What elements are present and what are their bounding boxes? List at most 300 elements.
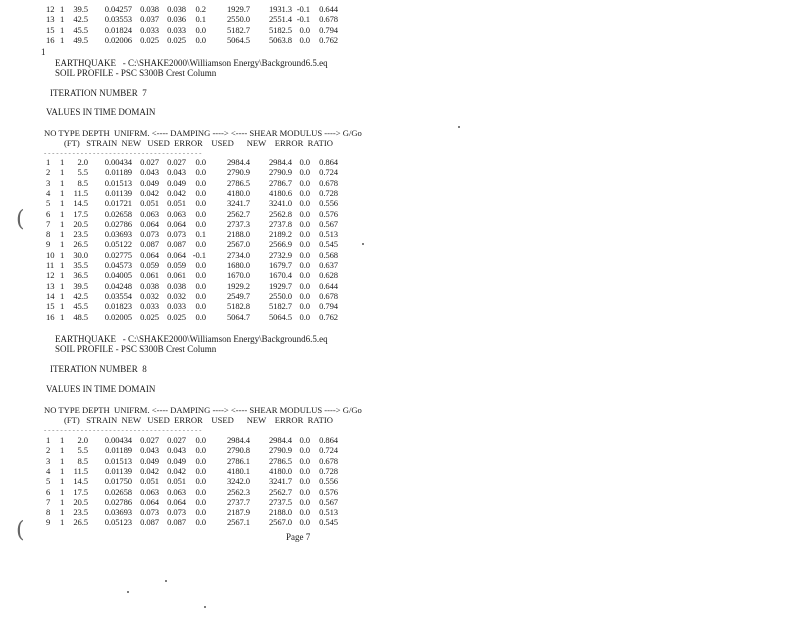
table-row (46, 35, 338, 45)
cell-new: 0.049 (140, 177, 159, 188)
cell-depth: 17.5 (73, 486, 88, 497)
cell-no: 3 (46, 455, 51, 466)
cell-g-new: 2737.8 (268, 218, 292, 229)
column-header-2a: NO TYPE DEPTH UNIFRM. <---- DAMPING ----> <---- SHEAR MODULUS ----> G/Go (44, 405, 362, 415)
cell-new: 0.032 (140, 290, 159, 301)
cell-g-used: 2187.9 (226, 507, 250, 518)
cell-err: 0.0 (195, 465, 206, 476)
cell-g-used: 2188.0 (226, 229, 250, 240)
cell-g-new: 4180.0 (268, 465, 292, 476)
hole-punch-mark-bottom: ( (16, 518, 25, 543)
cell-ratio: 0.513 (319, 507, 338, 518)
table-row (46, 301, 338, 311)
cell-depth: 8.5 (77, 177, 88, 188)
cell-ratio: 0.637 (319, 260, 338, 270)
scan-speck (204, 606, 206, 608)
cell-g-new: 2562.8 (268, 208, 292, 219)
cell-err: 0.0 (195, 34, 206, 45)
cell-g-used: 5182.8 (226, 301, 250, 312)
table-row (46, 219, 338, 229)
cell-new: 0.051 (140, 476, 159, 487)
cell-depth: 26.5 (73, 239, 88, 250)
cell-depth: 42.5 (73, 290, 88, 301)
cell-new: 0.051 (140, 198, 159, 209)
cell-used: 0.064 (167, 218, 186, 229)
cell-g-used: 2567.1 (226, 517, 250, 528)
cell-ratio: 0.556 (319, 198, 338, 209)
cell-no: 1 (46, 435, 51, 445)
cell-ratio: 0.678 (319, 455, 338, 466)
cell-g-err: 0.0 (299, 280, 310, 291)
cell-strain: 0.03693 (104, 507, 132, 518)
column-header-1a: NO TYPE DEPTH UNIFRM. <---- DAMPING ----> <---- SHEAR MODULUS ----> G/Go (44, 128, 362, 138)
cell-g-new: 2562.7 (268, 486, 292, 497)
cell-depth: 23.5 (73, 507, 88, 518)
cell-new: 0.038 (140, 280, 159, 291)
cell-strain: 0.01513 (104, 177, 132, 188)
cell-no: 9 (46, 517, 51, 528)
header-rule-1: - - - - - - - - - - - - - - - - - - - - - - - - - - - - - - - - - - - - - - - (44, 149, 202, 157)
cell-g-new: 5182.5 (268, 24, 292, 35)
cell-g-err: 0.0 (299, 260, 310, 270)
cell-err: 0.0 (195, 507, 206, 518)
cell-used: 0.064 (167, 249, 186, 260)
cell-used: 0.027 (167, 435, 186, 445)
cell-type: 1 (60, 260, 65, 270)
cell-err: 0.1 (195, 229, 206, 240)
cell-new: 0.073 (140, 507, 159, 518)
cell-depth: 14.5 (73, 476, 88, 487)
cell-no: 5 (46, 198, 51, 209)
cell-type: 1 (60, 301, 65, 312)
cell-new: 0.059 (140, 260, 159, 270)
cell-err: 0.0 (195, 260, 206, 270)
cell-g-new: 5182.7 (268, 301, 292, 312)
cell-depth: 20.5 (73, 218, 88, 229)
cell-g-new: 2984.4 (268, 157, 292, 167)
cell-strain: 0.02005 (104, 311, 132, 322)
cell-no: 6 (46, 208, 51, 219)
cell-used: 0.027 (167, 157, 186, 167)
cell-no: 13 (46, 280, 55, 291)
cell-used: 0.033 (167, 24, 186, 35)
cell-err: 0.0 (195, 496, 206, 507)
cell-g-err: 0.0 (299, 208, 310, 219)
cell-strain: 0.04248 (104, 280, 132, 291)
cell-g-err: 0.0 (299, 177, 310, 188)
cell-g-err: 0.0 (299, 507, 310, 518)
cell-no: 1 (46, 157, 51, 167)
cell-g-err: 0.0 (299, 34, 310, 45)
cell-type: 1 (60, 14, 65, 25)
cell-g-new: 2732.9 (268, 249, 292, 260)
cell-no: 11 (46, 260, 55, 270)
table-row (46, 507, 338, 517)
cell-no: 7 (46, 218, 51, 229)
cell-used: 0.025 (167, 311, 186, 322)
cell-g-err: 0.0 (299, 496, 310, 507)
cell-strain: 0.00434 (104, 435, 132, 445)
cell-depth: 39.5 (73, 280, 88, 291)
cell-depth: 2.0 (77, 435, 88, 445)
cell-no: 15 (46, 24, 55, 35)
cell-ratio: 0.724 (319, 445, 338, 456)
cell-g-used: 1670.0 (226, 270, 250, 281)
earthquake-line-1: EARTHQUAKE - C:\SHAKE2000\Williamson Energy\Background6.5.eq (55, 58, 328, 68)
cell-used: 0.073 (167, 229, 186, 240)
cell-g-err: 0.0 (299, 445, 310, 456)
table-row (46, 167, 338, 177)
cell-type: 1 (60, 167, 65, 178)
cell-g-new: 2566.9 (268, 239, 292, 250)
cell-new: 0.064 (140, 496, 159, 507)
cell-g-err: 0.0 (299, 249, 310, 260)
cell-depth: 39.5 (73, 4, 88, 14)
cell-g-err: 0.0 (299, 435, 310, 445)
cell-g-err: 0.0 (299, 455, 310, 466)
cell-g-used: 2790.8 (226, 445, 250, 456)
table-row (46, 291, 338, 301)
cell-g-used: 3242.0 (226, 476, 250, 487)
cell-type: 1 (60, 455, 65, 466)
cell-g-used: 4180.1 (226, 465, 250, 476)
cell-new: 0.037 (140, 14, 159, 25)
cell-depth: 42.5 (73, 14, 88, 25)
cell-ratio: 0.644 (319, 4, 338, 14)
cell-g-new: 2550.0 (268, 290, 292, 301)
earthquake-line-2: EARTHQUAKE - C:\SHAKE2000\Williamson Energy\Background6.5.eq (55, 334, 328, 344)
cell-no: 16 (46, 311, 55, 322)
cell-g-new: 3241.7 (268, 476, 292, 487)
cell-used: 0.036 (167, 14, 186, 25)
cell-depth: 11.5 (73, 187, 88, 198)
cell-used: 0.087 (167, 517, 186, 528)
cell-type: 1 (60, 198, 65, 209)
cell-g-new: 2189.2 (268, 229, 292, 240)
cell-type: 1 (60, 4, 65, 14)
cell-g-new: 5063.8 (268, 34, 292, 45)
cell-g-new: 2567.0 (268, 517, 292, 528)
cell-ratio: 0.576 (319, 208, 338, 219)
cell-new: 0.087 (140, 239, 159, 250)
cell-g-used: 2567.0 (226, 239, 250, 250)
cell-type: 1 (60, 517, 65, 528)
cell-new: 0.049 (140, 455, 159, 466)
cell-no: 12 (46, 4, 55, 14)
soil-profile-line-2: SOIL PROFILE - PSC S300B Crest Column (55, 344, 217, 354)
cell-new: 0.025 (140, 34, 159, 45)
cell-used: 0.033 (167, 301, 186, 312)
cell-strain: 0.02006 (104, 34, 132, 45)
cell-err: 0.0 (195, 218, 206, 229)
cell-err: 0.0 (195, 187, 206, 198)
hole-punch-mark-top: ( (16, 207, 25, 232)
cell-type: 1 (60, 218, 65, 229)
table-row (46, 178, 338, 188)
table-row (46, 445, 338, 455)
cell-used: 0.087 (167, 239, 186, 250)
cell-g-err: 0.0 (299, 465, 310, 476)
cell-ratio: 0.864 (319, 435, 338, 445)
soil-profile-line-1: SOIL PROFILE - PSC S300B Crest Column (55, 68, 217, 78)
cell-ratio: 0.567 (319, 496, 338, 507)
table-row (46, 466, 338, 476)
cell-g-new: 2984.4 (268, 435, 292, 445)
cell-err: 0.0 (195, 445, 206, 456)
cell-new: 0.073 (140, 229, 159, 240)
cell-type: 1 (60, 280, 65, 291)
cell-type: 1 (60, 476, 65, 487)
cell-type: 1 (60, 208, 65, 219)
cell-used: 0.042 (167, 187, 186, 198)
cell-no: 13 (46, 14, 55, 25)
cell-new: 0.043 (140, 167, 159, 178)
cell-type: 1 (60, 507, 65, 518)
cell-no: 8 (46, 229, 51, 240)
cell-strain: 0.02775 (104, 249, 132, 260)
cell-type: 1 (60, 157, 65, 167)
cell-type: 1 (60, 24, 65, 35)
cell-type: 1 (60, 435, 65, 445)
cell-g-err: 0.0 (299, 476, 310, 487)
cell-used: 0.032 (167, 290, 186, 301)
cell-g-used: 1680.0 (226, 260, 250, 270)
cell-ratio: 0.724 (319, 167, 338, 178)
cell-depth: 30.0 (73, 249, 88, 260)
cell-g-err: 0.0 (299, 229, 310, 240)
cell-err: 0.1 (195, 14, 206, 25)
cell-new: 0.042 (140, 187, 159, 198)
cell-g-err: -0.1 (296, 14, 310, 25)
cell-g-new: 2188.0 (268, 507, 292, 518)
cell-depth: 49.5 (73, 34, 88, 45)
cell-new: 0.033 (140, 24, 159, 35)
cell-err: 0.0 (195, 311, 206, 322)
cell-depth: 20.5 (73, 496, 88, 507)
cell-g-used: 3241.7 (226, 198, 250, 209)
table-row (46, 260, 338, 270)
cell-strain: 0.01139 (105, 187, 132, 198)
cell-new: 0.064 (140, 249, 159, 260)
cell-g-used: 2737.7 (226, 496, 250, 507)
cell-depth: 8.5 (77, 455, 88, 466)
cell-used: 0.064 (167, 496, 186, 507)
cell-err: 0.0 (195, 280, 206, 291)
cell-new: 0.038 (140, 4, 159, 14)
cell-type: 1 (60, 486, 65, 497)
cell-g-used: 2549.7 (226, 290, 250, 301)
cell-type: 1 (60, 177, 65, 188)
cell-g-err: 0.0 (299, 157, 310, 167)
table-row (46, 229, 338, 239)
table-row (46, 312, 338, 322)
cell-no: 8 (46, 507, 51, 518)
scan-speck (165, 580, 167, 582)
cell-no: 4 (46, 465, 51, 476)
cell-strain: 0.01750 (104, 476, 132, 487)
cell-strain: 0.02658 (104, 208, 132, 219)
cell-no: 12 (46, 270, 55, 281)
cell-used: 0.051 (167, 476, 186, 487)
cell-strain: 0.00434 (104, 157, 132, 167)
cell-new: 0.063 (140, 208, 159, 219)
cell-ratio: 0.728 (319, 465, 338, 476)
table-row (46, 239, 338, 249)
cell-strain: 0.01824 (104, 24, 132, 35)
table-row (46, 270, 338, 280)
cell-depth: 5.5 (77, 445, 88, 456)
cell-depth: 2.0 (77, 157, 88, 167)
cell-g-err: 0.0 (299, 270, 310, 281)
cell-strain: 0.04257 (104, 4, 132, 14)
cell-ratio: 0.864 (319, 157, 338, 167)
cell-used: 0.063 (167, 208, 186, 219)
cell-strain: 0.05122 (104, 239, 132, 250)
cell-type: 1 (60, 311, 65, 322)
cell-g-new: 1679.7 (268, 260, 292, 270)
cell-err: 0.0 (195, 24, 206, 35)
cell-g-used: 4180.0 (226, 187, 250, 198)
column-header-1b: (FT) STRAIN NEW USED ERROR USED NEW ERROR RATIO (64, 138, 333, 148)
cell-depth: 5.5 (77, 167, 88, 178)
cell-strain: 0.01823 (104, 301, 132, 312)
cell-strain: 0.02786 (104, 218, 132, 229)
table-row (46, 487, 338, 497)
cell-g-used: 2786.5 (226, 177, 250, 188)
cell-used: 0.038 (167, 280, 186, 291)
cell-type: 1 (60, 465, 65, 476)
cell-depth: 45.5 (73, 301, 88, 312)
table-row (46, 25, 338, 35)
page-number: Page 7 (286, 532, 311, 542)
cell-ratio: 0.513 (319, 229, 338, 240)
cell-type: 1 (60, 34, 65, 45)
cell-new: 0.042 (140, 465, 159, 476)
cell-depth: 45.5 (73, 24, 88, 35)
cell-used: 0.043 (167, 167, 186, 178)
cell-g-used: 2984.4 (226, 157, 250, 167)
cell-g-used: 2562.7 (226, 208, 250, 219)
cell-new: 0.025 (140, 311, 159, 322)
cell-g-used: 2550.0 (226, 14, 250, 25)
cell-depth: 36.5 (73, 270, 88, 281)
cell-strain: 0.01513 (104, 455, 132, 466)
cell-new: 0.027 (140, 157, 159, 167)
iteration-heading-1: ITERATION NUMBER 7 (50, 88, 147, 98)
cell-g-used: 2790.9 (226, 167, 250, 178)
cell-strain: 0.04573 (104, 260, 132, 270)
table-row (46, 517, 338, 527)
cell-ratio: 0.568 (319, 249, 338, 260)
table-row (46, 435, 338, 445)
cell-err: 0.0 (195, 177, 206, 188)
table-row (46, 497, 338, 507)
cell-g-new: 1929.7 (268, 280, 292, 291)
cell-strain: 0.02786 (104, 496, 132, 507)
cell-no: 9 (46, 239, 51, 250)
cell-strain: 0.01189 (105, 445, 132, 456)
scan-speck (362, 243, 364, 245)
cell-type: 1 (60, 249, 65, 260)
cell-type: 1 (60, 496, 65, 507)
cell-used: 0.049 (167, 455, 186, 466)
cell-used: 0.049 (167, 177, 186, 188)
cell-err: 0.2 (195, 4, 206, 14)
cell-depth: 11.5 (73, 465, 88, 476)
cell-ratio: 0.545 (319, 239, 338, 250)
cell-used: 0.025 (167, 34, 186, 45)
cell-g-err: 0.0 (299, 290, 310, 301)
cell-no: 15 (46, 301, 55, 312)
cell-depth: 35.5 (73, 260, 88, 270)
cell-ratio: 0.678 (319, 290, 338, 301)
cell-type: 1 (60, 290, 65, 301)
cell-err: 0.0 (195, 270, 206, 281)
cell-type: 1 (60, 270, 65, 281)
cell-new: 0.027 (140, 435, 159, 445)
scan-speck (458, 126, 460, 128)
cell-ratio: 0.728 (319, 187, 338, 198)
table-row (46, 250, 338, 260)
cell-ratio: 0.567 (319, 218, 338, 229)
cell-strain: 0.03693 (104, 229, 132, 240)
cell-g-used: 2737.3 (226, 218, 250, 229)
cell-g-new: 5064.5 (268, 311, 292, 322)
cell-err: 0.0 (195, 167, 206, 178)
cell-ratio: 0.762 (319, 311, 338, 322)
cell-g-err: 0.0 (299, 301, 310, 312)
cell-ratio: 0.678 (319, 177, 338, 188)
cell-strain: 0.01189 (105, 167, 132, 178)
cell-no: 6 (46, 486, 51, 497)
cell-no: 3 (46, 177, 51, 188)
cell-depth: 26.5 (73, 517, 88, 528)
table-row (46, 14, 338, 24)
cell-type: 1 (60, 187, 65, 198)
cell-type: 1 (60, 229, 65, 240)
cell-g-new: 2790.9 (268, 167, 292, 178)
cell-type: 1 (60, 239, 65, 250)
cell-ratio: 0.644 (319, 280, 338, 291)
cell-err: 0.0 (195, 301, 206, 312)
cell-depth: 48.5 (73, 311, 88, 322)
cell-new: 0.061 (140, 270, 159, 281)
cell-err: 0.0 (195, 455, 206, 466)
values-title-1: VALUES IN TIME DOMAIN (46, 107, 156, 117)
cell-no: 7 (46, 496, 51, 507)
cell-strain: 0.03553 (104, 14, 132, 25)
table-row (46, 198, 338, 208)
cell-g-used: 2562.3 (226, 486, 250, 497)
scan-speck (127, 591, 129, 593)
cell-g-new: 4180.6 (268, 187, 292, 198)
cell-g-used: 1929.2 (226, 280, 250, 291)
cell-used: 0.038 (167, 4, 186, 14)
cell-no: 5 (46, 476, 51, 487)
cell-strain: 0.02658 (104, 486, 132, 497)
cell-g-err: 0.0 (299, 187, 310, 198)
cell-new: 0.033 (140, 301, 159, 312)
cell-depth: 17.5 (73, 208, 88, 219)
cell-g-used: 2786.1 (226, 455, 250, 466)
cell-used: 0.043 (167, 445, 186, 456)
cell-ratio: 0.556 (319, 476, 338, 487)
cell-g-new: 2551.4 (268, 14, 292, 25)
cell-ratio: 0.794 (319, 24, 338, 35)
iteration-heading-2: ITERATION NUMBER 8 (50, 364, 147, 374)
cell-used: 0.051 (167, 198, 186, 209)
cell-err: 0.0 (195, 198, 206, 209)
